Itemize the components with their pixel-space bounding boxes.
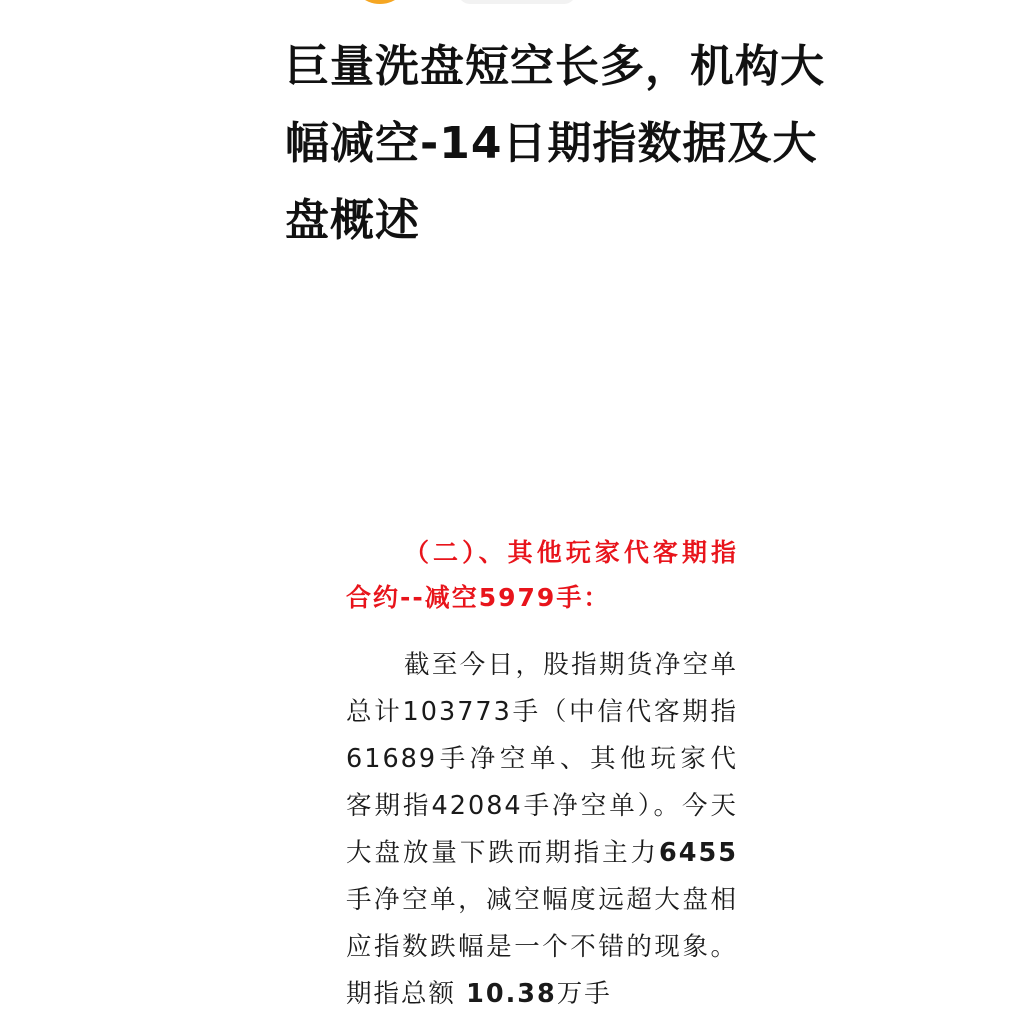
paragraph-text: 万手 [556,979,612,1009]
section-heading: （二）、其他玩家代客期指合约--减空5979手： [346,538,738,612]
follow-button[interactable] [458,0,576,4]
author-avatar[interactable] [350,0,410,4]
total-volume-number: 10.38 [466,979,557,1009]
paragraph-text: 截至今日，股指期货净空单总计103773手（中信代客期指61689手净空单、其他玩家代客期指42084手净空单）。今天大盘放量下跌而期指主力 [346,650,738,868]
paragraph-text: 手净空单，减空幅度远超大盘相应指数跌幅是一个不错的现象。期指总额 [346,885,738,1009]
article-body [346,530,738,1018]
net-short-change-number: 6455 [659,838,738,868]
article-title: 巨量洗盘短空长多，机构大幅减空-14日期指数据及大盘概述 [285,41,825,246]
body-paragraph [346,642,738,1018]
